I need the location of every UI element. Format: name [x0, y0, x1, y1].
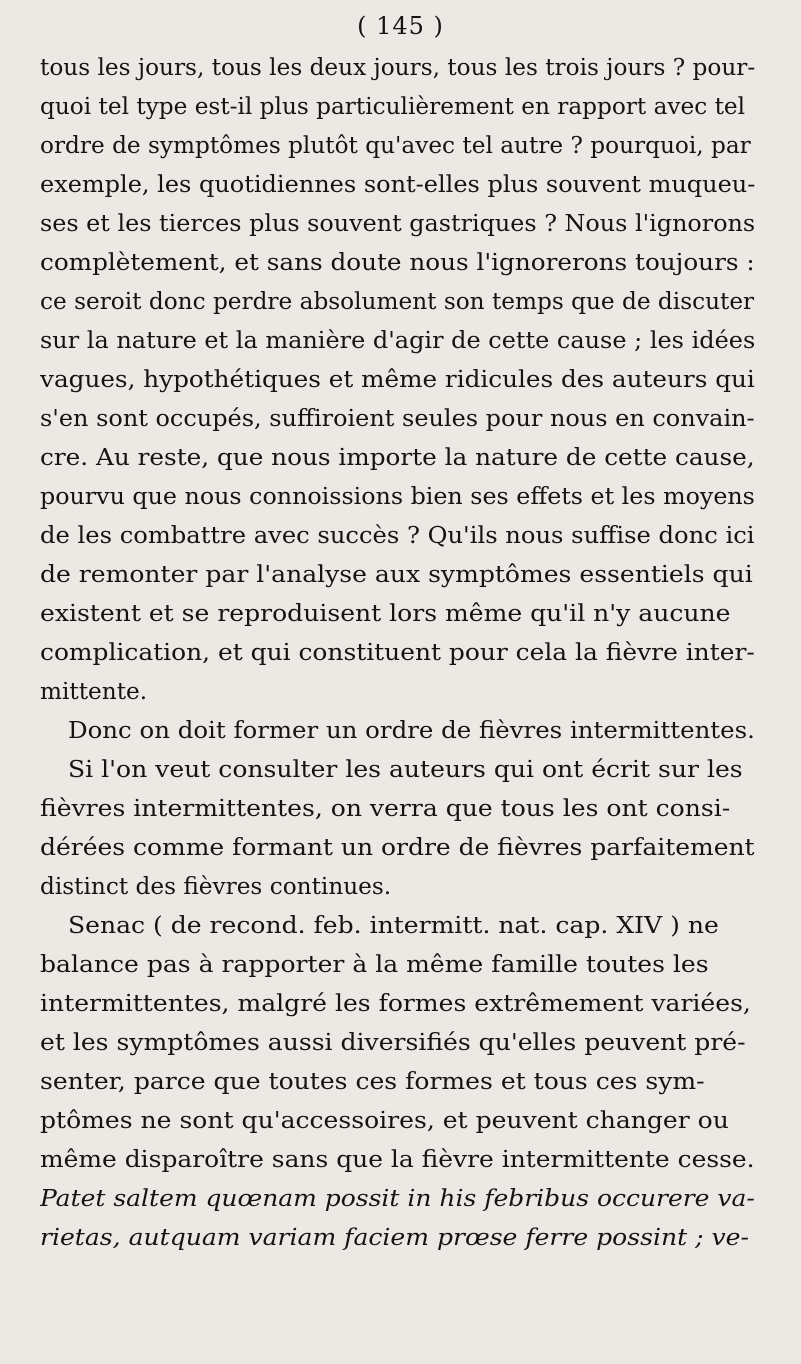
text-line: ce seroit donc perdre absolument son temps que de discuter: [40, 288, 755, 315]
text-line: intermittentes, malgré les formes extrêmement variées,: [40, 990, 751, 1017]
latin-quote-line: Patet saltem quœnam possit in his febribus occurere va-: [40, 1185, 755, 1212]
text-line: Si l'on veut consulter les auteurs qui ont écrit sur les: [68, 756, 743, 783]
text-line: distinct des fièvres continues.: [40, 873, 392, 900]
page-number: ( 145 ): [357, 12, 444, 40]
text-line: et les symptômes aussi diversifiés qu'elles peuvent pré-: [40, 1029, 746, 1056]
text-line: même disparoître sans que la fièvre intermittente cesse.: [40, 1146, 755, 1173]
text-line: vagues, hypothétiques et même ridicules des auteurs qui: [40, 366, 755, 393]
text-line: complètement, et sans doute nous l'ignorerons toujours :: [40, 249, 755, 276]
text-line: Donc on doit former un ordre de fièvres intermittentes.: [68, 717, 755, 744]
text-line: senter, parce que toutes ces formes et tous ces sym-: [40, 1068, 705, 1095]
text-line: tous les jours, tous les deux jours, tous les trois jours ? pour-: [40, 54, 755, 81]
text-line: quoi tel type est-il plus particulièrement en rapport avec tel: [40, 93, 746, 120]
text-line: ordre de symptômes plutôt qu'avec tel autre ? pourquoi, par: [40, 132, 751, 159]
text-line: complication, et qui constituent pour cela la fièvre inter-: [40, 639, 755, 666]
text-line: mittente.: [40, 678, 148, 705]
text-line: cre. Au reste, que nous importe la nature de cette cause,: [40, 444, 755, 471]
text-line: sur la nature et la manière d'agir de cette cause ; les idées: [40, 327, 755, 354]
text-line: de remonter par l'analyse aux symptômes essentiels qui: [40, 561, 753, 588]
text-line: pourvu que nous connoissions bien ses effets et les moyens: [40, 483, 755, 510]
text-line: fièvres intermittentes, on verra que tous les ont consi-: [40, 795, 731, 822]
body-text: [40, 50, 755, 1360]
text-line: Senac ( de recond. feb. intermitt. nat. cap. XIV ) ne: [68, 912, 719, 939]
latin-quote-line: rietas, autquam variam faciem prœse ferre possint ; ve-: [40, 1224, 749, 1251]
text-line: balance pas à rapporter à la même famille toutes les: [40, 951, 709, 978]
text-line: de les combattre avec succès ? Qu'ils nous suffise donc ici: [40, 522, 755, 549]
text-line: s'en sont occupés, suffiroient seules pour nous en convain-: [40, 405, 755, 432]
text-line: existent et se reproduisent lors même qu'il n'y aucune: [40, 600, 731, 627]
text-line: dérées comme formant un ordre de fièvres parfaitement: [40, 834, 755, 861]
text-line: ptômes ne sont qu'accessoires, et peuvent changer ou: [40, 1107, 729, 1134]
text-line: exemple, les quotidiennes sont-elles plus souvent muqueu-: [40, 171, 755, 198]
text-line: ses et les tierces plus souvent gastriques ? Nous l'ignorons: [40, 210, 755, 237]
